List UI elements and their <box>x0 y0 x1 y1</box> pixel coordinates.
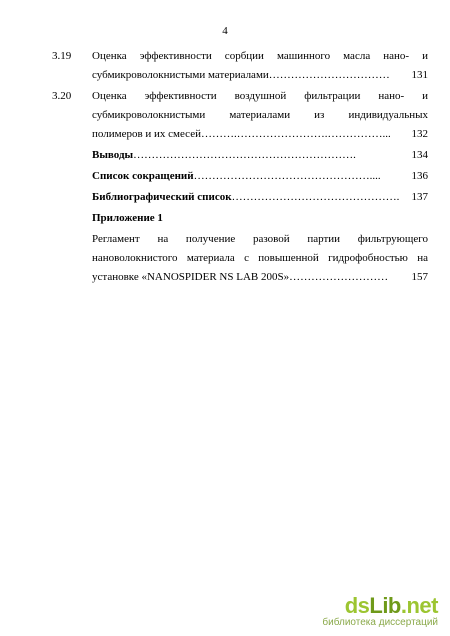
toc-entry-abbreviations[interactable] <box>52 167 428 186</box>
toc-page-number <box>400 209 428 228</box>
toc-page-number: 131 <box>411 69 428 81</box>
dslib-logo: dsLib.net <box>344 593 438 618</box>
toc-page-number: 137 <box>411 191 428 203</box>
toc-entry-number <box>52 167 92 186</box>
toc-leader-dots: ………………………………………. <box>231 191 400 203</box>
toc-entry-text-line: Оценка эффективности воздушной фильтрации нано- и <box>92 90 428 102</box>
toc-page-number: 157 <box>411 271 428 283</box>
toc-leader-dots: …………………………… <box>268 69 390 81</box>
toc-entry-text: полимеров и их смесей <box>92 128 201 140</box>
toc-entry-text-line: Оценка эффективности сорбции машинного масла нано- и <box>92 50 428 62</box>
toc-entry-3-19[interactable] <box>52 47 428 85</box>
toc-entry-bibliography[interactable] <box>52 188 428 207</box>
dslib-watermark[interactable] <box>322 595 438 628</box>
dslib-subtitle: библиотека диссертаций <box>322 617 438 628</box>
toc-page-number: 136 <box>411 170 428 182</box>
toc-entry-number: 3.20 <box>52 90 72 102</box>
toc-entry-text: Библиографический список <box>92 191 232 203</box>
toc-entry-text: Выводы <box>92 149 134 161</box>
toc-entry-text: Список сокращений <box>92 170 194 182</box>
toc-entry-appendix-1[interactable] <box>52 209 428 228</box>
toc-entry-conclusions[interactable] <box>52 146 428 165</box>
toc-entry-text-line: субмикроволокнистыми материалами из индивидуальных <box>92 109 428 121</box>
toc-entry-3-20[interactable] <box>52 87 428 144</box>
toc-entry-text-line: Регламент на получение разовой партии фильтрующего <box>92 233 428 245</box>
table-of-contents <box>52 47 428 289</box>
toc-leader-dots: ……………………………………………………. <box>133 149 356 161</box>
toc-page-number: 132 <box>411 128 428 140</box>
toc-entry-number <box>52 146 92 165</box>
toc-entry-text: Приложение 1 <box>92 212 163 224</box>
toc-entry-number <box>52 230 92 287</box>
toc-leader-dots: ……………………… <box>289 271 389 283</box>
toc-entry-text-line: нановолокнистого материала с повышенной гидрофобностью на <box>92 252 428 264</box>
toc-entry-number <box>52 188 92 207</box>
toc-entry-text: субмикроволокнистыми материалами <box>92 69 269 81</box>
toc-entry-number <box>52 209 92 228</box>
toc-entry-text: установке «NANOSPIDER NS LAB 200S» <box>92 271 290 283</box>
toc-entry-regulation[interactable] <box>52 230 428 287</box>
toc-entry-number: 3.19 <box>52 50 72 62</box>
toc-leader-dots <box>163 209 400 228</box>
toc-leader-dots: ……….…………………….……………... <box>200 128 391 140</box>
toc-leader-dots: ………………………………………….... <box>193 170 381 182</box>
toc-page-number: 134 <box>411 149 428 161</box>
page-number: 4 <box>222 25 228 37</box>
